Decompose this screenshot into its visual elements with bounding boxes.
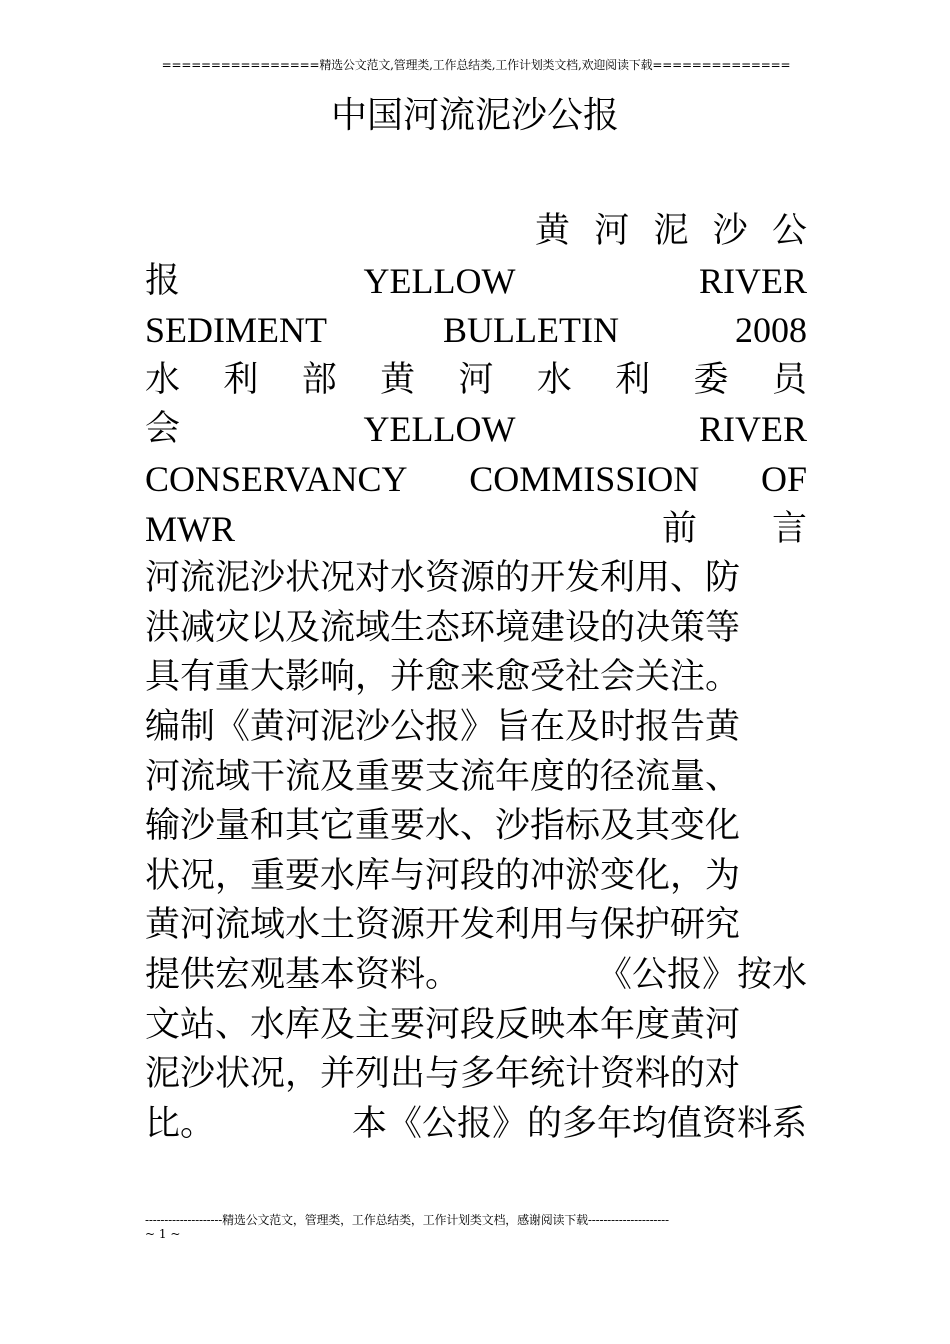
body-word: 黄 xyxy=(380,359,416,400)
body-word: 河 xyxy=(458,359,494,400)
body-word: 黄 xyxy=(535,211,571,251)
body-line xyxy=(145,356,807,406)
body-line xyxy=(145,505,807,555)
body-line xyxy=(145,405,807,455)
body-word: 河 xyxy=(594,211,630,251)
body-word: 水 xyxy=(536,359,572,400)
body-line xyxy=(145,207,807,257)
body-line: 具有重大影响，并愈来愈受社会关注。 xyxy=(145,657,741,698)
body-line: 黄河流域水土资源开发利用与保护研究 xyxy=(145,905,741,946)
body-line: 输沙量和其它重要水、沙指标及其变化 xyxy=(145,806,741,847)
page-header: ================精选公文范文,管理类,工作总结类,工作计划类文档,欢迎阅读下载============== xyxy=(161,58,791,72)
body-line xyxy=(145,306,807,356)
body-line xyxy=(145,951,807,1001)
body-word: 委 xyxy=(693,359,729,400)
body-word: 报 xyxy=(145,260,181,301)
body-word: SEDIMENT xyxy=(145,310,327,351)
body-word: 2008 xyxy=(735,310,807,351)
body-word: RIVER xyxy=(699,409,807,450)
body-word: BULLETIN xyxy=(443,310,619,351)
body-word: 沙 xyxy=(712,211,748,251)
body-word: YELLOW xyxy=(363,409,516,450)
body-line xyxy=(145,455,807,505)
body-word: OF xyxy=(760,458,807,499)
body-word: 比。 xyxy=(145,1103,216,1144)
body-word: 部 xyxy=(301,359,337,400)
body-line: 状况，重要水库与河段的冲淤变化，为 xyxy=(145,855,741,896)
document-body xyxy=(145,207,807,1149)
body-line: 泥沙状况，并列出与多年统计资料的对 xyxy=(145,1054,741,1095)
body-word: 公 xyxy=(771,211,807,251)
document-title: 中国河流泥沙公报 xyxy=(330,95,619,136)
page-footer: --------------------精选公文范文，管理类，工作总结类，工作计划类文档，感谢阅读下载--------------------- xyxy=(145,1213,669,1227)
body-line xyxy=(145,257,807,307)
body-word: 泥 xyxy=(653,211,689,251)
body-word: 言 xyxy=(771,508,807,549)
body-word: 水 xyxy=(145,359,181,400)
body-word: 利 xyxy=(223,359,259,400)
body-word: MWR xyxy=(145,508,235,549)
page-number: ~ 1 ~ xyxy=(145,1227,181,1241)
body-word: 《公报》按水 xyxy=(596,954,807,995)
body-word: 前 xyxy=(661,508,697,549)
body-word: 提供宏观基本资料。 xyxy=(145,954,461,995)
body-line: 文站、水库及主要河段反映本年度黄河 xyxy=(145,1004,741,1045)
body-word: 员 xyxy=(771,359,807,400)
body-word: RIVER xyxy=(699,260,807,301)
body-word: 利 xyxy=(615,359,651,400)
body-word: 会 xyxy=(145,409,181,450)
body-word: YELLOW xyxy=(363,260,516,301)
body-word: 本《公报》的多年均值资料系 xyxy=(351,1103,807,1144)
body-word: CONSERVANCY xyxy=(145,458,408,499)
body-line: 河流泥沙状况对水资源的开发利用、防 xyxy=(145,558,741,599)
body-line xyxy=(145,1100,807,1150)
body-line: 洪减灾以及流域生态环境建设的决策等 xyxy=(145,607,741,648)
body-line: 编制《黄河泥沙公报》旨在及时报告黄 xyxy=(145,706,741,747)
body-line: 河流域干流及重要支流年度的径流量、 xyxy=(145,756,741,797)
body-word: COMMISSION xyxy=(469,458,700,499)
